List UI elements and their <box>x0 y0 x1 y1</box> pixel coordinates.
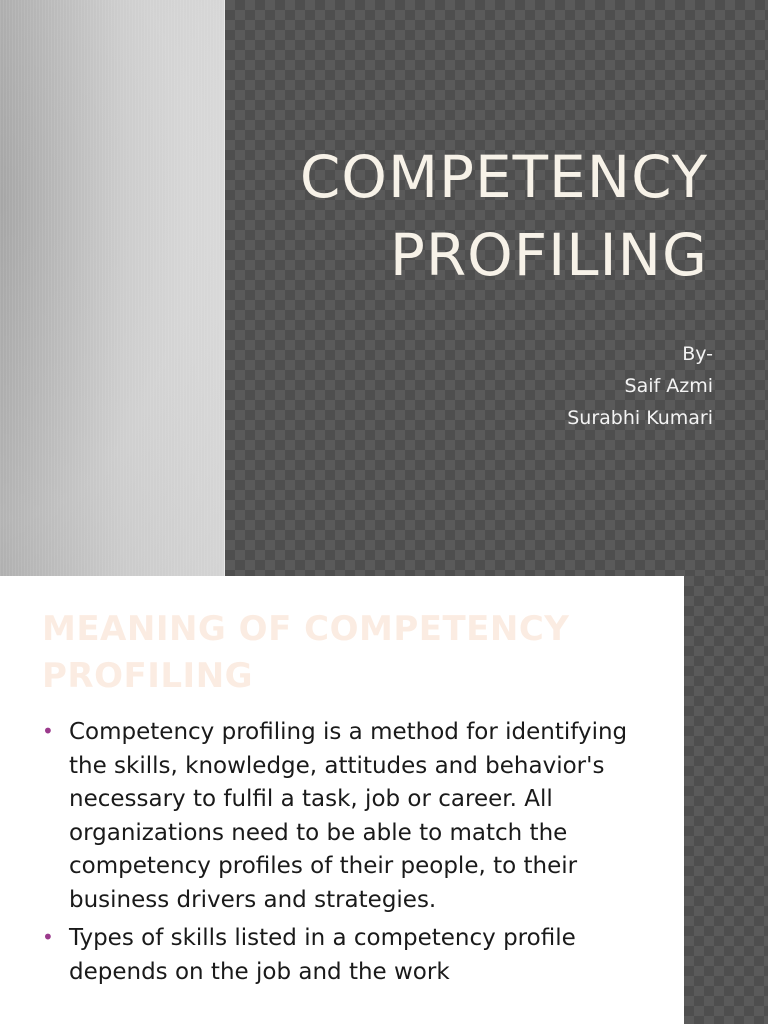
slide-title <box>248 138 708 294</box>
bullet-list <box>42 716 642 994</box>
content-slide <box>0 576 768 1024</box>
slide-title-line-1: COMPETENCY <box>299 143 708 211</box>
side-pattern-strip <box>684 576 768 1024</box>
bullet-icon: • <box>42 719 54 743</box>
left-gradient-panel <box>0 0 225 576</box>
section-heading <box>42 606 642 700</box>
section-heading-line-1: MEANING OF COMPETENCY <box>42 609 570 649</box>
section-heading-line-2: PROFILING <box>42 656 254 696</box>
byline <box>413 338 713 434</box>
author-name-1: Saif Azmi <box>624 375 713 397</box>
content-area <box>0 576 684 1024</box>
bullet-text: Competency profiling is a method for identifying the skills, knowledge, attitudes and behavior's necessary to fulfil a task, job or career. All organizations need to be able to match the competency profiles of their people, to their business drivers and strategies. <box>69 719 628 913</box>
list-item <box>42 922 642 989</box>
slide-title-line-2: PROFILING <box>389 221 708 289</box>
author-name-2: Surabhi Kumari <box>567 407 713 429</box>
list-item <box>42 716 642 917</box>
bullet-icon: • <box>42 925 54 949</box>
bullet-text: Types of skills listed in a competency profile depends on the job and the work <box>69 925 576 985</box>
byline-label: By- <box>682 343 713 365</box>
